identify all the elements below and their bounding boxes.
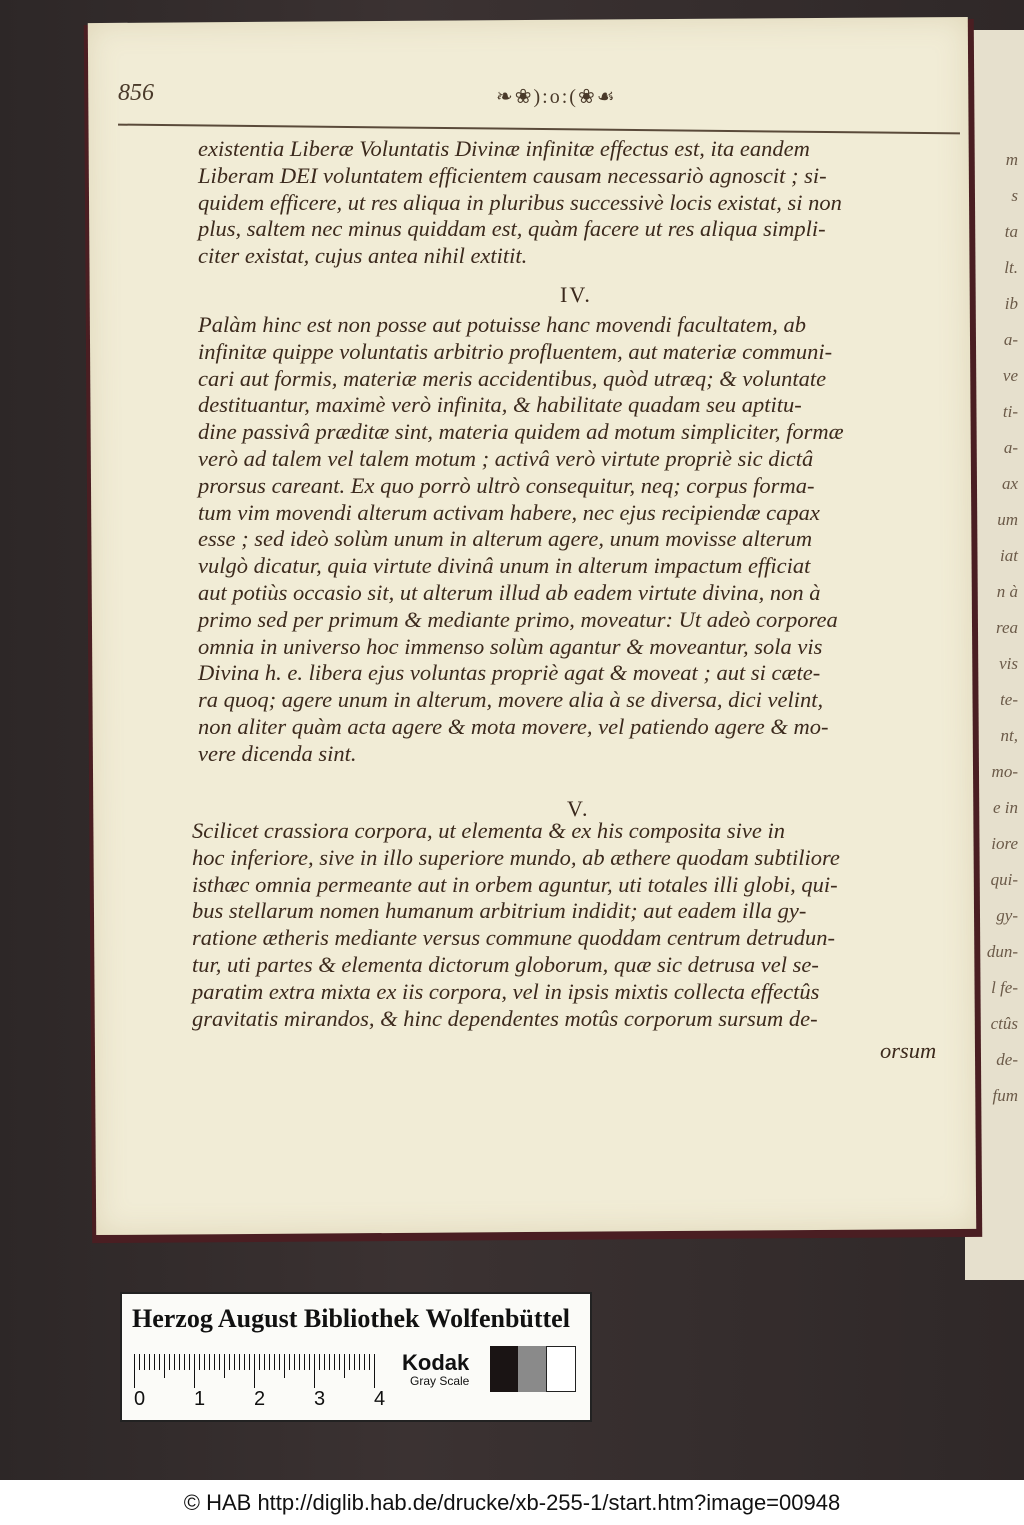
text-line: Liberam DEI voluntatem efficientem causam necessariò agnoscit ; si- <box>198 162 827 188</box>
adjacent-page-fragment: s <box>1011 186 1018 205</box>
adjacent-page-fragment: ax <box>1001 474 1018 493</box>
catchword: orsum <box>880 1038 937 1063</box>
adjacent-page-fragment: de- <box>996 1050 1018 1069</box>
adjacent-page-fragment: mo- <box>991 762 1018 781</box>
ruler-tick <box>294 1354 295 1370</box>
text-line: cari aut formis, materiæ meris accidentibus, quòd utræq; & voluntate <box>198 365 827 391</box>
ruler-tick <box>354 1354 355 1370</box>
kodak-logo: Kodak <box>402 1350 470 1375</box>
adjacent-page-fragment: dun- <box>986 942 1018 961</box>
ruler-tick <box>369 1354 370 1370</box>
ruler-tick <box>169 1354 170 1370</box>
ruler-label: 3 <box>314 1388 326 1410</box>
text-line: existentia Liberæ Voluntatis Divinæ infinitæ effectus est, ita eandem <box>198 136 810 161</box>
page-header <box>118 62 938 108</box>
text-line: verò ad talem vel talem motum ; activâ verò virtute propriè sic dictâ <box>198 445 814 471</box>
ruler-tick <box>174 1354 175 1370</box>
adjacent-page-fragment: m <box>1005 150 1018 169</box>
gray-swatch-mid <box>518 1346 546 1392</box>
ruler-tick <box>159 1354 160 1370</box>
adjacent-page-fragment: ve <box>1002 366 1018 385</box>
paragraph-3 <box>192 818 962 1032</box>
ruler-label: 1 <box>194 1388 206 1410</box>
text-line: infinitæ quippe voluntatis arbitrio profluentem, aut materiæ communi- <box>198 338 833 364</box>
text-line: vulgò dicatur, quia virtute divinâ unum in alterum impactum efficiat <box>198 553 811 579</box>
ruler-tick <box>184 1354 185 1370</box>
text-line: bus stellarum nomen humanum arbitrium indidit; aut eadem illa gy- <box>192 898 807 924</box>
scale-ruler <box>134 1354 384 1388</box>
adjacent-page-fragment: rea <box>995 618 1018 637</box>
ruler-tick <box>304 1354 305 1370</box>
adjacent-page-fragment: fum <box>992 1086 1018 1105</box>
ruler-label: 2 <box>254 1388 266 1410</box>
ruler-tick <box>239 1354 240 1370</box>
ruler-tick <box>209 1354 210 1370</box>
ruler-tick <box>314 1354 315 1388</box>
ruler-tick <box>219 1354 220 1370</box>
text-line: tur, uti partes & elementa dictorum globorum, quæ sic detrusa vel se- <box>192 951 819 977</box>
ruler-tick <box>194 1354 195 1388</box>
text-line: gravitatis mirandos, & hinc dependentes motûs corporum sursum de- <box>192 1005 818 1031</box>
hab-color-card <box>120 1292 592 1422</box>
ruler-label: 4 <box>374 1388 386 1410</box>
ruler-tick <box>154 1354 155 1370</box>
text-line: omnia in universo hoc immenso solùm agantur & moveantur, sola vis <box>198 633 823 659</box>
paragraph-2 <box>198 312 968 768</box>
text-line: primo sed per primum & mediante primo, moveatur: Ut adeò corporea <box>198 606 838 632</box>
ruler-tick <box>204 1354 205 1370</box>
kodak-gray-scale-label: Gray Scale <box>410 1374 470 1388</box>
hab-card-title: Herzog August Bibliothek Wolfenbüttel <box>132 1304 570 1333</box>
adjacent-page-fragment: ib <box>1004 294 1018 313</box>
ruler-tick <box>264 1354 265 1370</box>
adjacent-page-fragment: e in <box>992 798 1018 817</box>
adjacent-page-fragment: l fe- <box>991 978 1018 997</box>
ruler-tick <box>179 1354 180 1370</box>
adjacent-page-fragment: um <box>997 510 1018 529</box>
adjacent-page-fragment: ta <box>1004 222 1018 241</box>
adjacent-page-fragment: a- <box>1003 330 1018 349</box>
adjacent-page-fragment: gy- <box>996 906 1018 925</box>
text-line: destituantur, maximè verò infinita, & habilitate quadam seu aptitu- <box>198 392 802 418</box>
ruler-tick <box>259 1354 260 1370</box>
ruler-tick <box>364 1354 365 1370</box>
ruler-tick <box>334 1354 335 1370</box>
ruler-tick <box>374 1354 375 1388</box>
ruler-tick <box>234 1354 235 1370</box>
ruler-tick <box>279 1354 280 1370</box>
ruler-tick <box>359 1354 360 1370</box>
page-number: 856 <box>118 80 154 106</box>
text-line: isthæc omnia permeante aut in orbem aguntur, uti totales illi globi, qui- <box>192 871 838 897</box>
text-line: tum vim movendi alterum activam habere, nec ejus recipiendæ capax <box>198 499 820 525</box>
ruler-tick <box>164 1354 165 1378</box>
adjacent-page-fragment: vis <box>999 654 1018 673</box>
ruler-tick <box>189 1354 190 1370</box>
ruler-tick <box>249 1354 250 1370</box>
ruler-tick <box>269 1354 270 1370</box>
adjacent-page-fragment: ctûs <box>990 1014 1018 1033</box>
text-line: plus, saltem nec minus quiddam est, quàm facere ut res aliqua simpli- <box>198 216 826 242</box>
text-line: quidem efficere, ut res aliqua in pluribus successivè locis existat, si non <box>198 189 842 215</box>
text-line: hoc inferiore, sive in illo superiore mundo, ab æthere quodam subtiliore <box>192 844 840 870</box>
paragraph-1 <box>198 136 968 270</box>
text-line: esse ; sed ideò solùm unum in alterum agere, unum movisse alterum <box>198 526 813 552</box>
ruler-tick <box>139 1354 140 1370</box>
adjacent-page-fragment: te- <box>1000 690 1018 709</box>
text-line: dine passivâ præditæ sint, materia quidem ad motum simpliciter, formæ <box>198 419 844 445</box>
adjacent-page-fragment: iore <box>991 834 1018 853</box>
text-line: ra quoq; agere unum in alterum, movere alia à se diversa, dici velint, <box>198 687 824 713</box>
text-line: citer existat, cujus antea nihil extitit. <box>198 243 528 269</box>
adjacent-page-fragment: ti- <box>1002 402 1018 421</box>
adjacent-page-fragment: qui- <box>990 870 1018 889</box>
adjacent-page-fragment: n à <box>996 582 1018 601</box>
ruler-tick <box>324 1354 325 1370</box>
ruler-tick <box>134 1354 135 1388</box>
text-line: prorsus careant. Ex quo porrò ultrò consequitur, neq; corpus forma- <box>198 472 815 498</box>
section-heading-iv: IV. <box>560 282 592 307</box>
text-line: vere dicenda sint. <box>198 740 357 766</box>
adjacent-page-fragment: a- <box>1003 438 1018 457</box>
ruler-tick <box>289 1354 290 1370</box>
ruler-tick <box>299 1354 300 1370</box>
copyright-footer <box>0 1480 1024 1525</box>
ruler-tick <box>309 1354 310 1370</box>
header-ornament: ❧❀):o:(❀☙ <box>496 86 617 108</box>
text-line: non aliter quàm acta agere & mota movere, vel patiendo agere & mo- <box>198 713 829 739</box>
ruler-tick <box>329 1354 330 1370</box>
text-line: Scilicet crassiora corpora, ut elementa & ex his composita sive in <box>192 818 786 843</box>
ruler-tick <box>319 1354 320 1370</box>
ruler-tick <box>144 1354 145 1370</box>
ruler-tick <box>344 1354 345 1378</box>
text-line: paratim extra mixta ex iis corpora, vel in ipsis mixtis collecta effectûs <box>192 978 820 1004</box>
ruler-label: 0 <box>134 1388 146 1410</box>
section-heading-v: V. <box>567 796 590 821</box>
ruler-tick <box>339 1354 340 1370</box>
footer-credit: © HAB http://diglib.hab.de/drucke/xb-255-1/start.htm?image=00948 <box>183 1489 841 1515</box>
ruler-tick <box>199 1354 200 1370</box>
ruler-tick <box>254 1354 255 1388</box>
text-line: Palàm hinc est non posse aut potuisse hanc movendi facultatem, ab <box>198 312 807 337</box>
text-line: aut potiùs occasio sit, ut alterum illud ab eadem virtute divina, non à <box>198 579 821 605</box>
ruler-tick <box>214 1354 215 1370</box>
adjacent-page-fragment: iat <box>1000 546 1018 565</box>
gray-swatch-light <box>546 1346 576 1392</box>
text-line: Divina h. e. libera ejus voluntas propriè agat & moveat ; aut si cæte- <box>198 660 821 686</box>
ruler-tick <box>274 1354 275 1370</box>
gray-swatch-dark <box>490 1346 518 1392</box>
adjacent-page-fragment: lt. <box>1004 258 1018 277</box>
adjacent-page-fragment: nt, <box>1000 726 1018 745</box>
ruler-tick <box>229 1354 230 1370</box>
ruler-tick <box>149 1354 150 1370</box>
ruler-tick <box>349 1354 350 1370</box>
ruler-tick <box>244 1354 245 1370</box>
ruler-tick <box>224 1354 225 1378</box>
text-line: ratione ætheris mediante versus commune quoddam centrum detrudun- <box>192 925 836 951</box>
ruler-tick <box>284 1354 285 1378</box>
